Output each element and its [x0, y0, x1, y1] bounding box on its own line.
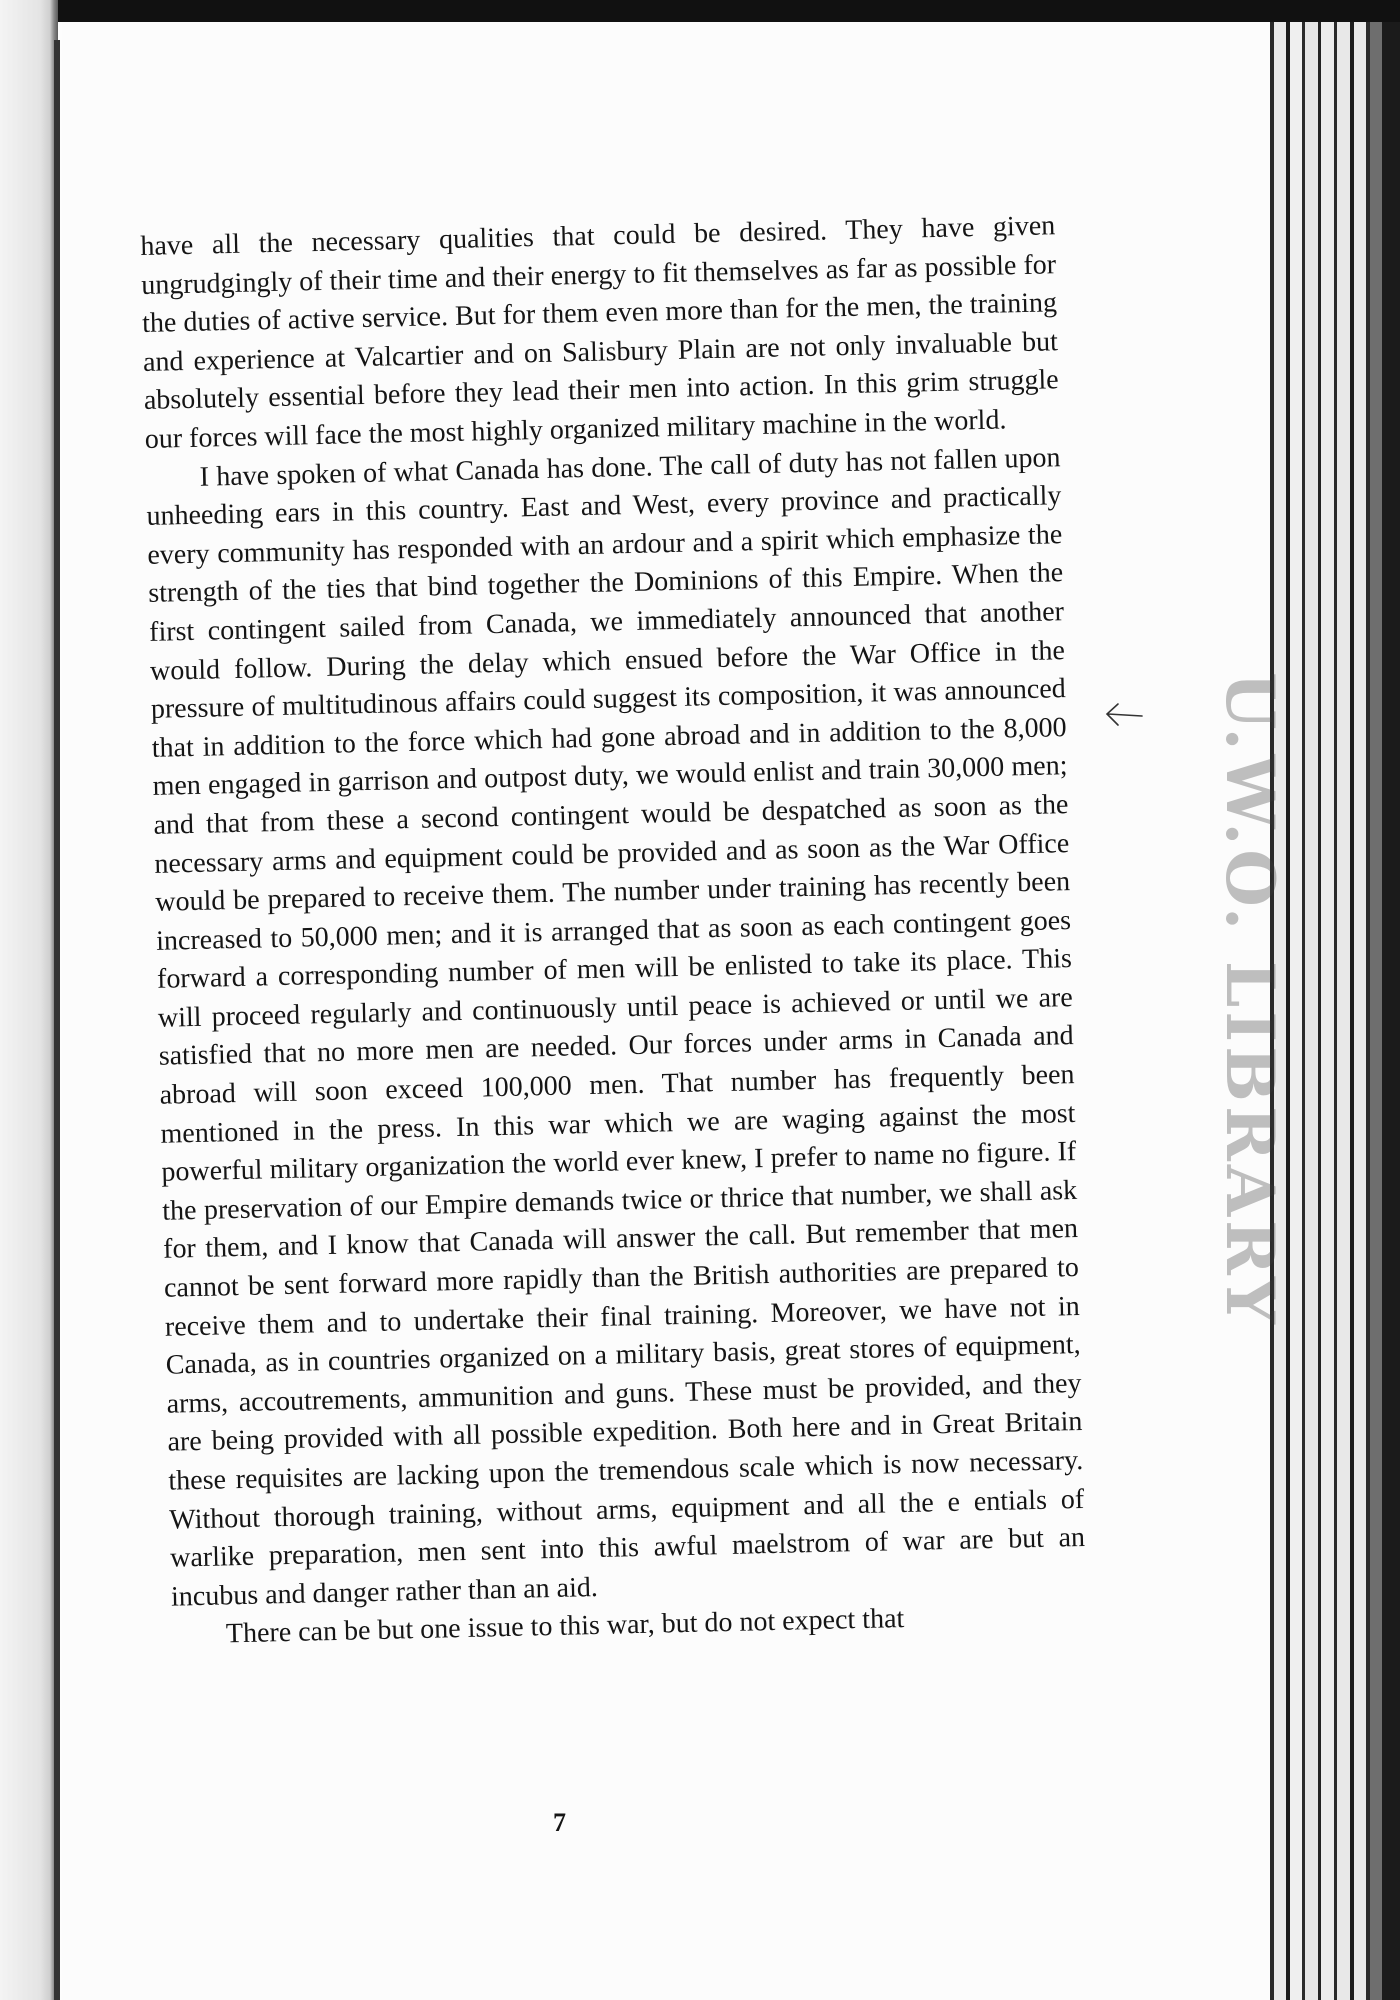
book-spine-shadow — [0, 0, 58, 2000]
body-text — [140, 207, 1087, 1655]
book-spine-edge — [54, 40, 60, 2000]
left-arrow-icon — [1104, 700, 1144, 730]
library-stamp: U.W.O. LIBRARY — [1211, 672, 1289, 1328]
paragraph-1: have all the necessary qualities that could be desired. They have given ungrudgingly of their time and their energy to fit themselves as far as possible for the duties of active service. But for them even more than for the men, the training and experience at Valcartier and on Salisbury Plain are not only invaluable but absolutely essential before they lead their men into action. In this grim struggle our forces will face the most highly organized military machine in the world. — [140, 210, 1060, 455]
paragraph-3: There can be but one issue to this war, but do not expect that — [225, 1603, 905, 1650]
paragraph-2: I have spoken of what Canada has done. The call of duty has not fallen upon unheeding ears in this country. East and West, every province and practically every community has responded with an ardour and a spirit which emphasize the strength of the ties that bind together the Dominions of this Empire. When the first contingent sailed from Canada, we immediately announced that another would follow. During the delay which ensued before the War Office in the pressure of multitudinous affairs could suggest its composition, it was announced that in addition to the force which had gone abroad and in addition to the 8,000 men engaged in garrison and outpost duty, we would enlist and train 30,000 men; and that from these a second contingent would be despatched as soon as the necessary arms and equipment could be provided and as soon as the War Office would be prepared to receive them. The number under training has recently been increased to 50,000 men; and it is arranged that as soon as each contingent goes forward a corresponding number of men will be enlisted to take its place. This will proceed regularly and continuously until peace is achieved or until we are satisfied that no more men are needed. Our forces under arms in Canada and abroad will soon exceed 100,000 men. That number has frequently been mentioned in the press. In this war which we are waging against the most powerful military organization the world ever knew, I prefer to name no figure. If the preservation of our Empire demands twice or thrice that number, we shall ask for them, and I know that Canada will answer the call. But remember that men cannot be sent forward more rapidly than the British authorities are prepared to receive them and to undertake their final training. Moreover, we have not in Canada, as in countries organized on a military basis, great stores of equipment, arms, accoutrements, ammunition and guns. These must be provided, and they are being provided with all possible expedition. Both here and in Great Britain these requisites are lacking upon the tremendous scale which is now necessary. Without thorough training, without arms, equipment and all the e entials of warlike preparation, men sent into this awful maelstrom of war are but an incubus and danger rather than an aid. — [146, 441, 1086, 1613]
page-number: 7 — [553, 1808, 566, 1837]
scan-border — [0, 0, 1400, 22]
